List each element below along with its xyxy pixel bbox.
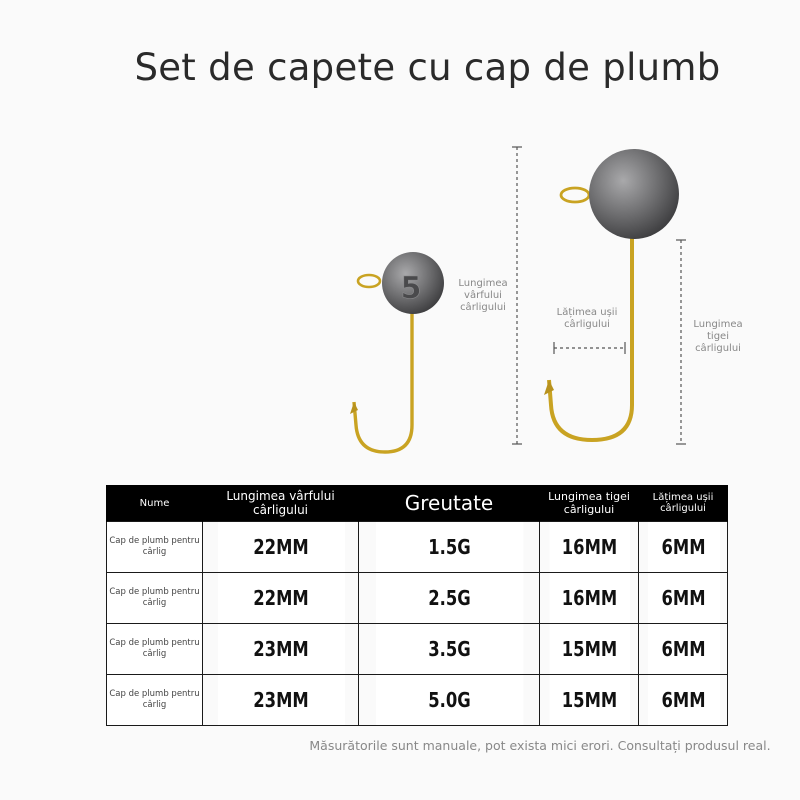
header-name: Nume (107, 485, 203, 522)
small-head-mark: 5 (400, 271, 422, 306)
footnote: Măsurătorile sunt manuale, pot exista mici erori. Consultați produsul real. (309, 738, 771, 753)
table-row (107, 573, 728, 624)
cell-gap-width: 6MM (647, 675, 720, 726)
spec-table (106, 485, 728, 726)
cell-tip-length: 22MM (217, 522, 345, 573)
cell-name: Cap de plumb pentru cârlig (107, 624, 203, 675)
cell-gap-width: 6MM (647, 522, 720, 573)
cell-weight: 5.0G (375, 675, 523, 726)
large-hook-wire (549, 238, 632, 440)
small-hook-wire (354, 300, 412, 452)
large-lead-head (589, 149, 679, 239)
small-hook-eye (358, 275, 380, 287)
cell-tip-length: 22MM (217, 573, 345, 624)
cell-weight: 1.5G (375, 522, 523, 573)
header-shank-length: Lungimea tigei cârligului (540, 485, 639, 522)
shank-length-measure (676, 240, 686, 444)
cell-gap-width: 6MM (647, 573, 720, 624)
table-row (107, 522, 728, 573)
table-row (107, 675, 728, 726)
cell-shank-length: 15MM (548, 624, 629, 675)
cell-shank-length: 16MM (548, 573, 629, 624)
large-hook-eye (561, 188, 589, 202)
small-jig-hook (350, 252, 444, 452)
table-header-row (107, 485, 728, 522)
cell-tip-length: 23MM (217, 624, 345, 675)
table-row (107, 624, 728, 675)
page-title: Set de capete cu cap de plumb (134, 46, 721, 89)
header-gap-width: Lățimea ușii cârligului (639, 485, 728, 522)
cell-shank-length: 15MM (548, 675, 629, 726)
cell-shank-length: 16MM (548, 522, 629, 573)
large-jig-hook (544, 149, 679, 440)
gap-width-measure (554, 342, 625, 354)
shank-length-label: Lungimea tigei cârligului (693, 319, 743, 354)
tip-length-label: Lungimea vârfului cârligului (458, 278, 508, 313)
header-weight: Greutate (359, 485, 540, 522)
cell-tip-length: 23MM (217, 675, 345, 726)
header-tip-length: Lungimea vârfului cârligului (203, 485, 359, 522)
cell-name: Cap de plumb pentru cârlig (107, 522, 203, 573)
gap-width-label: Lățimea ușii cârligului (556, 307, 618, 330)
cell-gap-width: 6MM (647, 624, 720, 675)
cell-weight: 2.5G (375, 573, 523, 624)
cell-weight: 3.5G (375, 624, 523, 675)
cell-name: Cap de plumb pentru cârlig (107, 675, 203, 726)
cell-name: Cap de plumb pentru cârlig (107, 573, 203, 624)
